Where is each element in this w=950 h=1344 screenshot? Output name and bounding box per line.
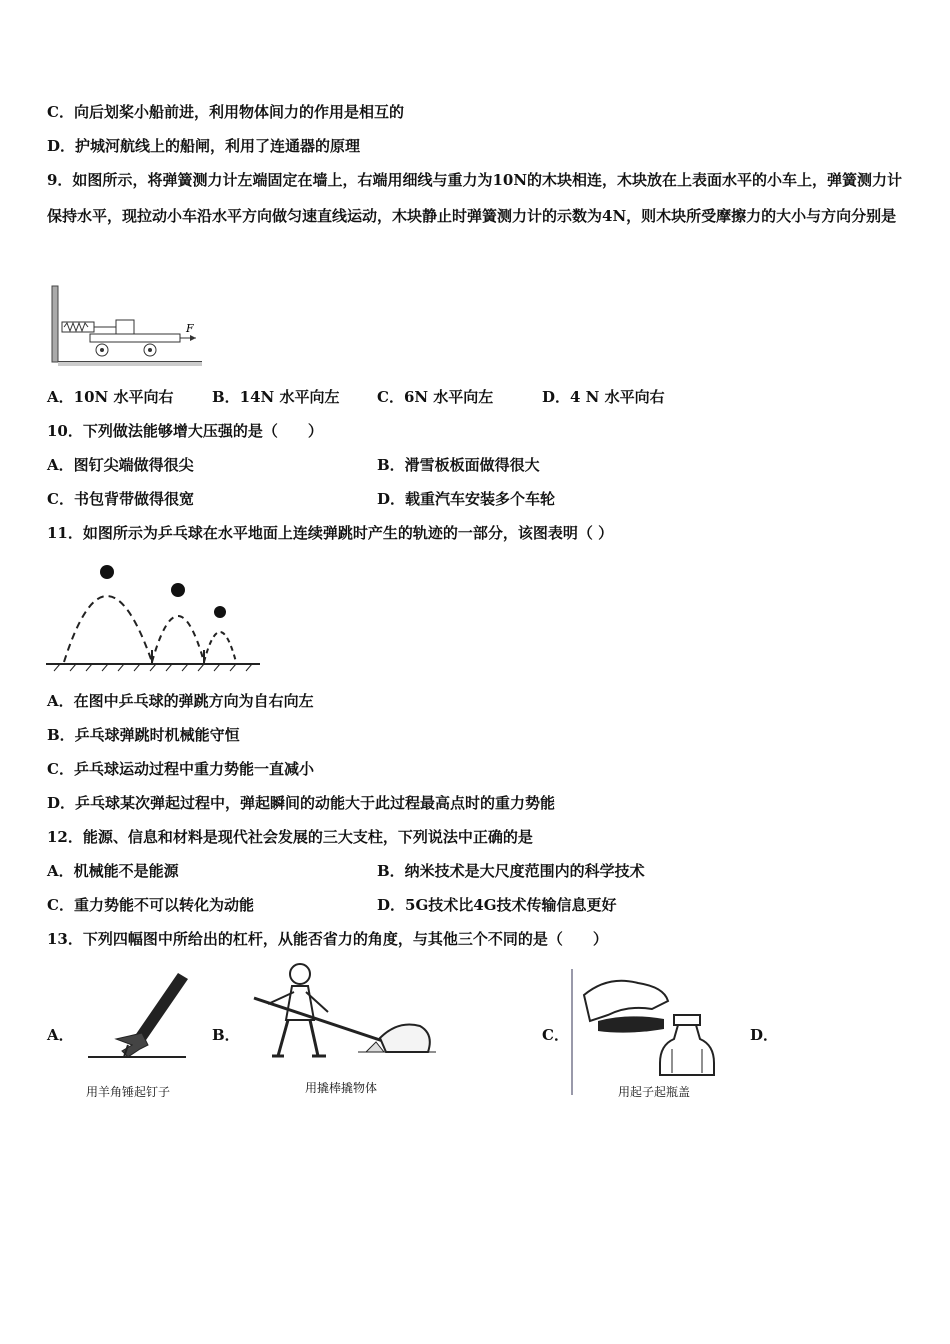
- caption-bottle-opener: 用起子起瓶盖: [618, 1085, 691, 1099]
- question-13-text: 13．下列四幅图中所给出的杠杆，从能否省力的角度，与其他三个不同的是（ ）: [47, 930, 608, 948]
- q12-option-b: B．纳米技术是大尺度范围内的科学技术: [377, 862, 645, 880]
- q11-option-a: A．在图中乒乓球的弹跳方向为自右向左: [47, 692, 314, 710]
- ball-2: [171, 583, 185, 597]
- q10-option-a: A．图钉尖端做得很尖: [47, 456, 194, 474]
- q13-label-b: B．: [212, 1026, 240, 1044]
- q13-label-a: A．: [47, 1026, 74, 1044]
- hammer-figure: [82, 965, 192, 1065]
- opener-handle: [598, 1016, 664, 1032]
- q10-option-d: D．载重汽车安装多个车轮: [377, 490, 556, 508]
- question-9-text: 9．如图所示，将弹簧测力计左端固定在墙上，右端用细线与重力为10N的木块相连，木块放在上表面水平的小车上，弹簧测力计保持水平，现拉动小车沿水平方向做匀速直线运动，木块静止时弹簧测力计的示数为4N，则木块所受摩擦力的大小与方向分别是: [47, 171, 903, 225]
- q11-option-d: D．乒乓球某次弹起过程中，弹起瞬间的动能大于此过程最高点时的重力势能: [47, 794, 556, 812]
- bottle-opener-figure: [568, 965, 728, 1097]
- q9-option-d: D．4 N 水平向右: [542, 388, 665, 406]
- q9-option-b: B．14N 水平向左: [212, 388, 340, 406]
- hand: [584, 981, 668, 1021]
- q11-option-c: C．乒乓球运动过程中重力势能一直减小: [47, 760, 314, 778]
- question-12-text: 12．能源、信息和材料是现代社会发展的三大支柱，下列说法中正确的是: [47, 828, 533, 846]
- bottle-cap: [674, 1015, 700, 1025]
- q10-option-c: C．书包背带做得很宽: [47, 490, 194, 508]
- ball-1: [100, 565, 114, 579]
- crowbar: [254, 998, 398, 1046]
- question-10-text: 10．下列做法能够增大压强的是（ ）: [47, 422, 323, 440]
- bottle: [660, 1025, 714, 1075]
- caption-crowbar: 用撬棒撬物体: [305, 1081, 378, 1095]
- q9-option-c: C．6N 水平向左: [377, 388, 494, 406]
- rock: [380, 1025, 430, 1053]
- q13-label-c: C．: [542, 1026, 569, 1044]
- cart-body: [90, 334, 180, 342]
- q11-bounce-figure: [46, 560, 262, 672]
- q12-option-d: D．5G技术比4G技术传输信息更好: [377, 896, 617, 914]
- crowbar-figure: [248, 960, 438, 1070]
- q12-option-c: C．重力势能不可以转化为动能: [47, 896, 254, 914]
- q10-option-b: B．滑雪板板面做得很大: [377, 456, 540, 474]
- q13-label-d: D．: [750, 1026, 779, 1044]
- wood-block: [116, 320, 134, 334]
- option-d-previous: D．护城河航线上的船闸，利用了连通器的原理: [47, 137, 361, 155]
- hammer-head: [116, 1033, 148, 1057]
- trajectory-arc-2: [152, 616, 204, 662]
- question-11-text: 11．如图所示为乒乓球在水平地面上连续弹跳时产生的轨迹的一部分，该图表明（ ）: [47, 524, 614, 542]
- force-label: F: [186, 322, 194, 335]
- q9-option-a: A．10N 水平向右: [47, 388, 174, 406]
- ball-3: [214, 606, 226, 618]
- caption-hammer: 用羊角锤起钉子: [86, 1085, 171, 1099]
- trajectory-arc-1: [64, 596, 152, 662]
- q11-option-b: B．乒乓球弹跳时机械能守恒: [47, 726, 240, 744]
- wall: [52, 286, 58, 362]
- q12-option-a: A．机械能不是能源: [47, 862, 179, 880]
- trajectory-arc-3: [204, 632, 236, 662]
- person-head: [290, 964, 310, 984]
- q9-cart-figure: [50, 284, 210, 368]
- option-c-previous: C．向后划桨小船前进，利用物体间力的作用是相互的: [47, 103, 404, 121]
